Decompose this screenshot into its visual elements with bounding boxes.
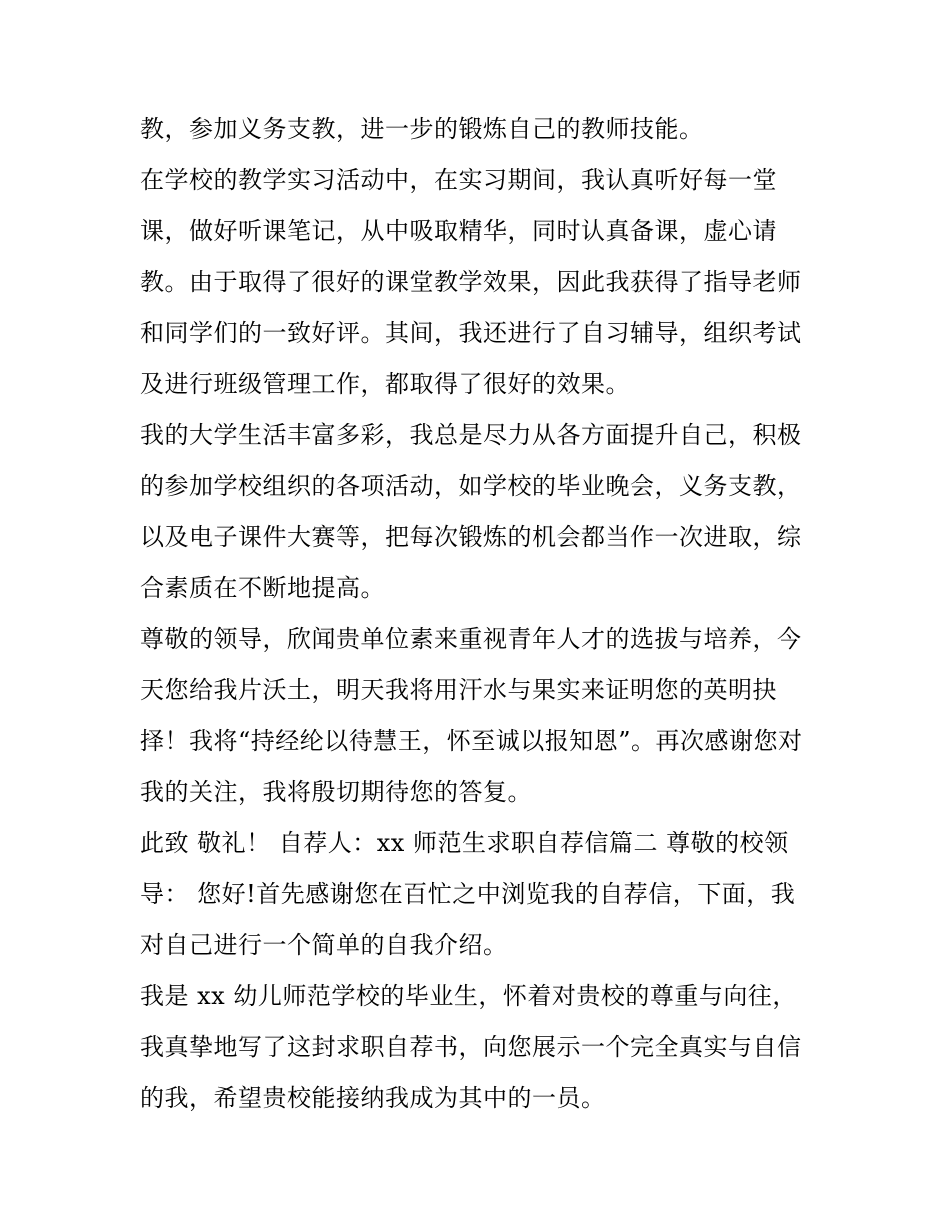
text-line: 教，参加义务支教，进一步的锻炼自己的教师技能。: [140, 115, 704, 143]
text-line: 择！我将“持经纶以待慧王，怀至诚以报知恩”。再次感谢您对: [140, 727, 803, 755]
text-line: 对自己进行一个简单的自我介绍。: [140, 931, 508, 959]
text-line: 合素质在不断地提高。: [140, 574, 385, 602]
text-line: 在学校的教学实习活动中，在实习期间，我认真听好每一堂: [140, 166, 777, 194]
text-line: 天您给我片沃土，明天我将用汗水与果实来证明您的英明抉: [140, 676, 777, 704]
document-body: [140, 104, 820, 1124]
text-line: 的参加学校组织的各项活动，如学校的毕业晚会，义务支教，: [140, 472, 802, 500]
text-line: 及进行班级管理工作，都取得了很好的效果。: [140, 370, 630, 398]
text-line: 和同学们的一致好评。其间，我还进行了自习辅导，组织考试: [140, 319, 802, 347]
text-line: 尊敬的领导，欣闻贵单位素来重视青年人才的选拔与培养，今: [140, 625, 802, 653]
text-line: 导： 您好!首先感谢您在百忙之中浏览我的自荐信，下面，我: [140, 880, 796, 908]
text-line: 的我，希望贵校能接纳我成为其中的一员。: [140, 1084, 606, 1112]
text-line: 我是 xx 幼儿师范学校的毕业生，怀着对贵校的尊重与向往，: [140, 982, 797, 1010]
text-line: 我的大学生活丰富多彩，我总是尽力从各方面提升自己，积极: [140, 421, 802, 449]
text-line: 课，做好听课笔记，从中吸取精华，同时认真备课，虚心请: [140, 217, 777, 245]
text-line: 以及电子课件大赛等，把每次锻炼的机会都当作一次进取，综: [140, 523, 802, 551]
text-line: 此致 敬礼！ 自荐人：xx 师范生求职自荐信篇二 尊敬的校领: [140, 829, 789, 857]
text-line: 教。由于取得了很好的课堂教学效果，因此我获得了指导老师: [140, 268, 802, 296]
text-line: 我真挚地写了这封求职自荐书，向您展示一个完全真实与自信: [140, 1033, 802, 1061]
text-line: 我的关注，我将殷切期待您的答复。: [140, 778, 532, 806]
